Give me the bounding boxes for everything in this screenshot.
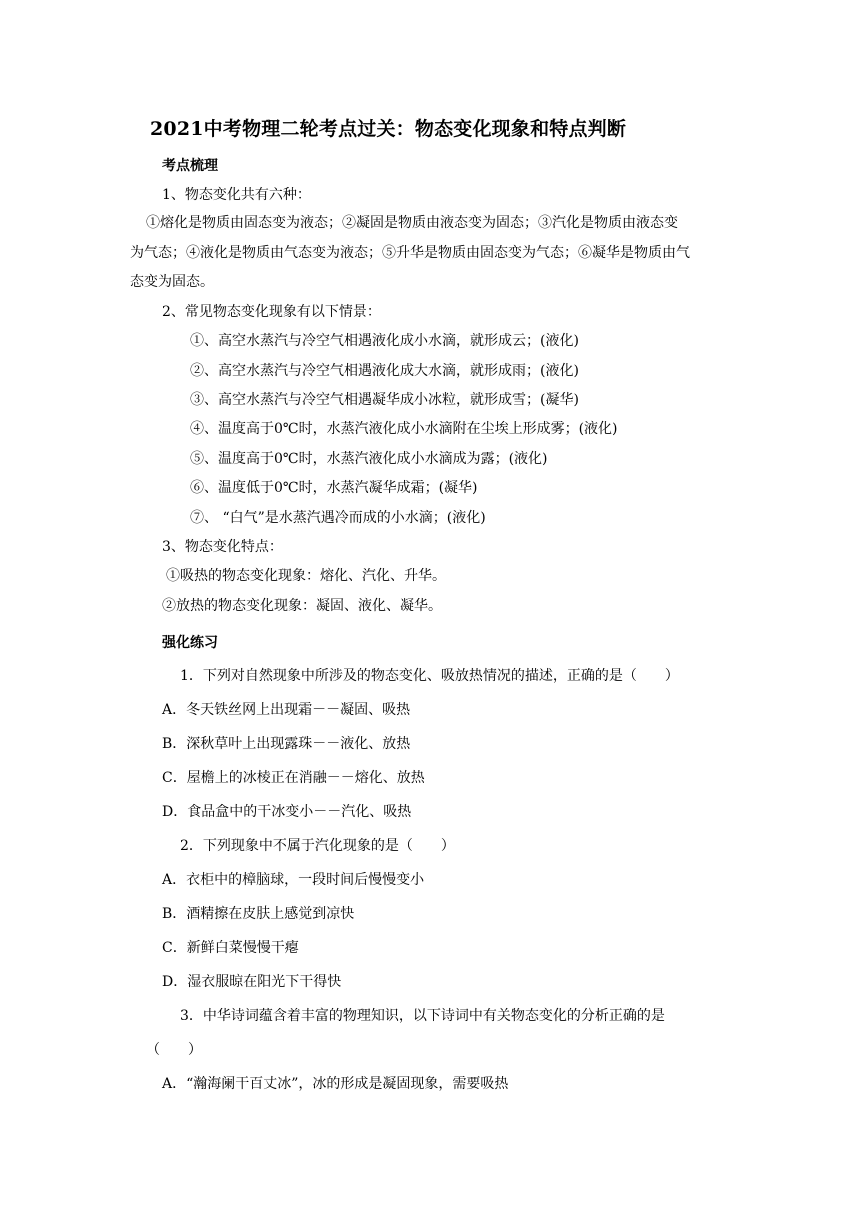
question-2-stem: 2．下列现象中不属于汽化现象的是（ ） xyxy=(180,838,455,854)
page-title: 2021中考物理二轮考点过关：物态变化现象和特点判断 xyxy=(150,118,627,140)
paragraph-characteristics: 3、物态变化特点： xyxy=(162,539,283,555)
scene-item-rain: ②、高空水蒸汽与冷空气相遇液化成大水滴，就形成雨；(液化) xyxy=(190,363,579,379)
paragraph-definitions-line3: 态变为固态。 xyxy=(130,274,214,290)
paragraph-heat-absorbing: ①吸热的物态变化现象：熔化、汽化、升华。 xyxy=(166,568,446,584)
paragraph-heat-releasing: ②放热的物态变化现象：凝固、液化、凝华。 xyxy=(162,598,442,614)
scene-item-frost: ⑥、温度低于0℃时，水蒸汽凝华成霜；(凝华) xyxy=(190,480,478,496)
paragraph-common-scenes: 2、常见物态变化现象有以下情景： xyxy=(162,304,381,320)
question-1-option-b: B．深秋草叶上出现露珠－－液化、放热 xyxy=(162,736,411,752)
scene-item-white-vapor: ⑦、 “白气”是水蒸汽遇冷而成的小水滴；(液化) xyxy=(190,510,486,526)
scene-item-fog: ④、温度高于0℃时，水蒸汽液化成小水滴附在尘埃上形成雾；(液化) xyxy=(190,421,618,437)
scene-item-dew: ⑤、温度高于0℃时，水蒸汽液化成小水滴成为露；(液化) xyxy=(190,451,548,467)
question-3-stem-line2: （ ） xyxy=(146,1042,202,1058)
question-1-stem: 1．下列对自然现象中所涉及的物态变化、吸放热情况的描述，正确的是（ ） xyxy=(180,668,679,684)
question-1-option-a: A．冬天铁丝网上出现霜－－凝固、吸热 xyxy=(162,702,411,718)
section-heading-review: 考点梳理 xyxy=(162,158,218,174)
scene-item-snow: ③、高空水蒸汽与冷空气相遇凝华成小冰粒，就形成雪；(凝华) xyxy=(190,392,579,408)
question-2-option-d: D．湿衣服晾在阳光下干得快 xyxy=(162,974,342,990)
question-3-option-a: A．“瀚海阑干百丈冰”，冰的形成是凝固现象，需要吸热 xyxy=(162,1076,509,1092)
question-2-option-c: C．新鲜白菜慢慢干瘪 xyxy=(162,940,299,956)
question-2-option-b: B．酒精擦在皮肤上感觉到凉快 xyxy=(162,906,355,922)
question-2-option-a: A．衣柜中的樟脑球，一段时间后慢慢变小 xyxy=(162,872,425,888)
paragraph-definitions-line1: ①熔化是物质由固态变为液态；②凝固是物质由液态变为固态；③汽化是物质由液态变 xyxy=(146,215,678,231)
section-heading-practice: 强化练习 xyxy=(162,635,218,651)
scene-item-cloud: ①、高空水蒸汽与冷空气相遇液化成小水滴，就形成云；(液化) xyxy=(190,333,579,349)
paragraph-definitions-line2: 为气态；④液化是物质由气态变为液态；⑤升华是物质由固态变为气态；⑥凝华是物质由气 xyxy=(130,245,690,261)
question-1-option-d: D．食品盒中的干冰变小－－汽化、吸热 xyxy=(162,804,412,820)
question-3-stem-line1: 3．中华诗词蕴含着丰富的物理知识，以下诗词中有关物态变化的分析正确的是 xyxy=(180,1008,665,1024)
question-1-option-c: C．屋檐上的冰棱正在消融－－熔化、放热 xyxy=(162,770,425,786)
paragraph-six-changes: 1、物态变化共有六种： xyxy=(162,187,311,203)
